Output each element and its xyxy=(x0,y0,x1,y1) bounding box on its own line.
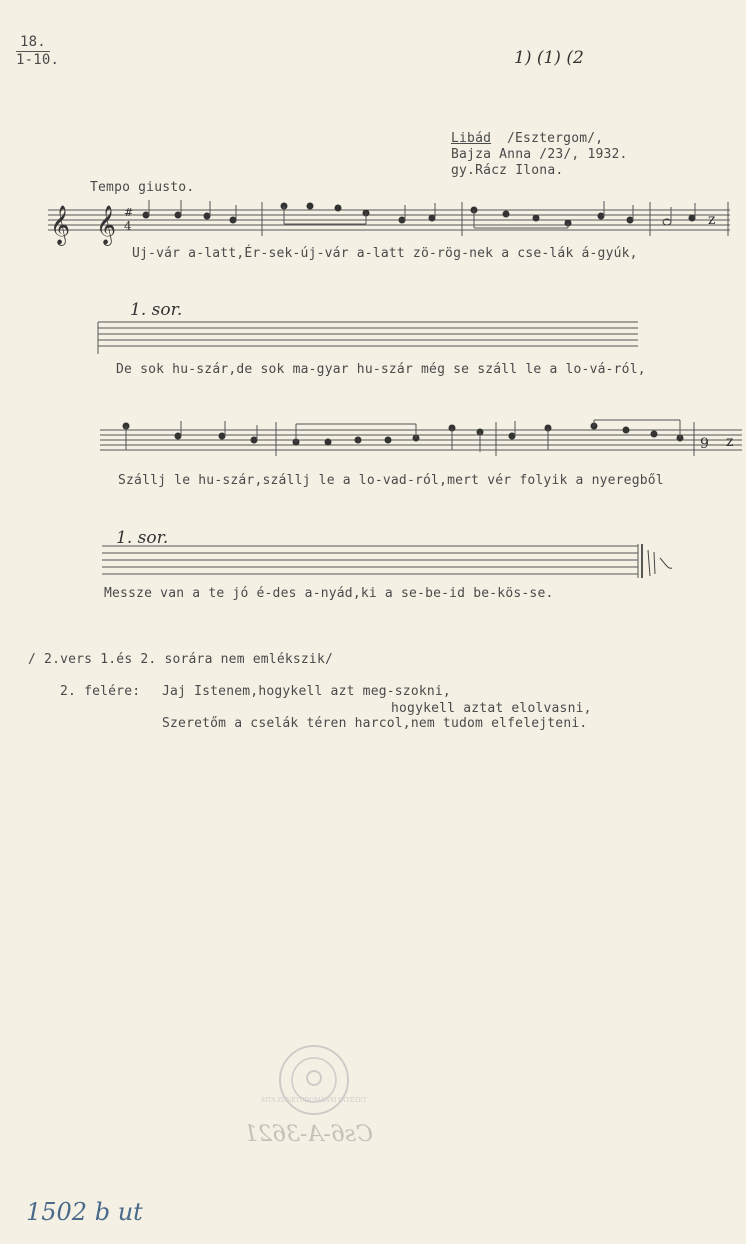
source-collector: gy.Rácz Ilona. xyxy=(451,163,564,178)
svg-text:4: 4 xyxy=(124,219,132,233)
source-singer: Bajza Anna /23/, 1932. xyxy=(451,147,628,162)
treble-clef-icon: 𝄞 xyxy=(96,205,117,245)
verse-prefix: 2. felére: xyxy=(60,684,141,699)
tempo-marking: Tempo giusto. xyxy=(90,180,195,195)
source-region: /Esztergom/, xyxy=(507,131,604,146)
bottom-handwritten-note: 1502 b ut xyxy=(26,1198,143,1226)
verse-line-3: Szeretőm a cselák téren harcol,nem tudom elfelejteni. xyxy=(162,716,588,731)
faint-mirror-ink: Cs6-A-3621 xyxy=(244,1122,373,1147)
music-staff-4 xyxy=(0,540,746,590)
svg-text:#: # xyxy=(124,206,134,219)
annotation-sor-2: 1. sor. xyxy=(116,528,169,548)
lyrics-line-2: De sok hu-szár,de sok ma-gyar hu-szár még se száll le a lo-vá-ról, xyxy=(116,362,646,377)
catalog-number-bottom: 1-10. xyxy=(16,52,60,68)
annotation-sor-1: 1. sor. xyxy=(130,300,183,320)
source-place: Libád xyxy=(451,131,492,146)
top-right-marks: 1) (1) (2 xyxy=(514,48,584,68)
verse-line-1: Jaj Istenem,hogykell azt meg-szokni, xyxy=(162,684,451,699)
library-stamp xyxy=(261,1042,367,1122)
lyrics-line-4: Messze van a te jó é-des a-nyád,ki a se-be-id be-kös-se. xyxy=(104,586,554,601)
svg-text:MTA ZENETUDOMÁNYI INTÉZET: MTA ZENETUDOMÁNYI INTÉZET xyxy=(261,1097,367,1104)
treble-clef-icon: 𝄞 xyxy=(50,205,71,245)
verse-line-2: hogykell aztat elolvasni, xyxy=(391,701,592,716)
memory-note: / 2.vers 1.és 2. sorára nem emlékszik/ xyxy=(28,652,334,667)
svg-text:z: z xyxy=(708,212,716,228)
lyrics-line-3: Szállj le hu-szár,szállj le a lo-vad-ról,mert vér folyik a nyeregből xyxy=(118,473,664,488)
notes-system-3 xyxy=(123,420,733,456)
lyrics-line-1: Uj-vár a-latt,Ér-sek-új-vár a-latt zö-rög-nek a cse-lák á-gyúk, xyxy=(132,246,638,261)
svg-text:z: z xyxy=(726,434,734,450)
catalog-number-top: 18. xyxy=(20,34,46,50)
svg-text:9: 9 xyxy=(700,436,709,452)
notes-system-1 xyxy=(143,200,728,236)
music-staff-3 xyxy=(0,414,746,474)
music-staff-2 xyxy=(0,318,746,358)
